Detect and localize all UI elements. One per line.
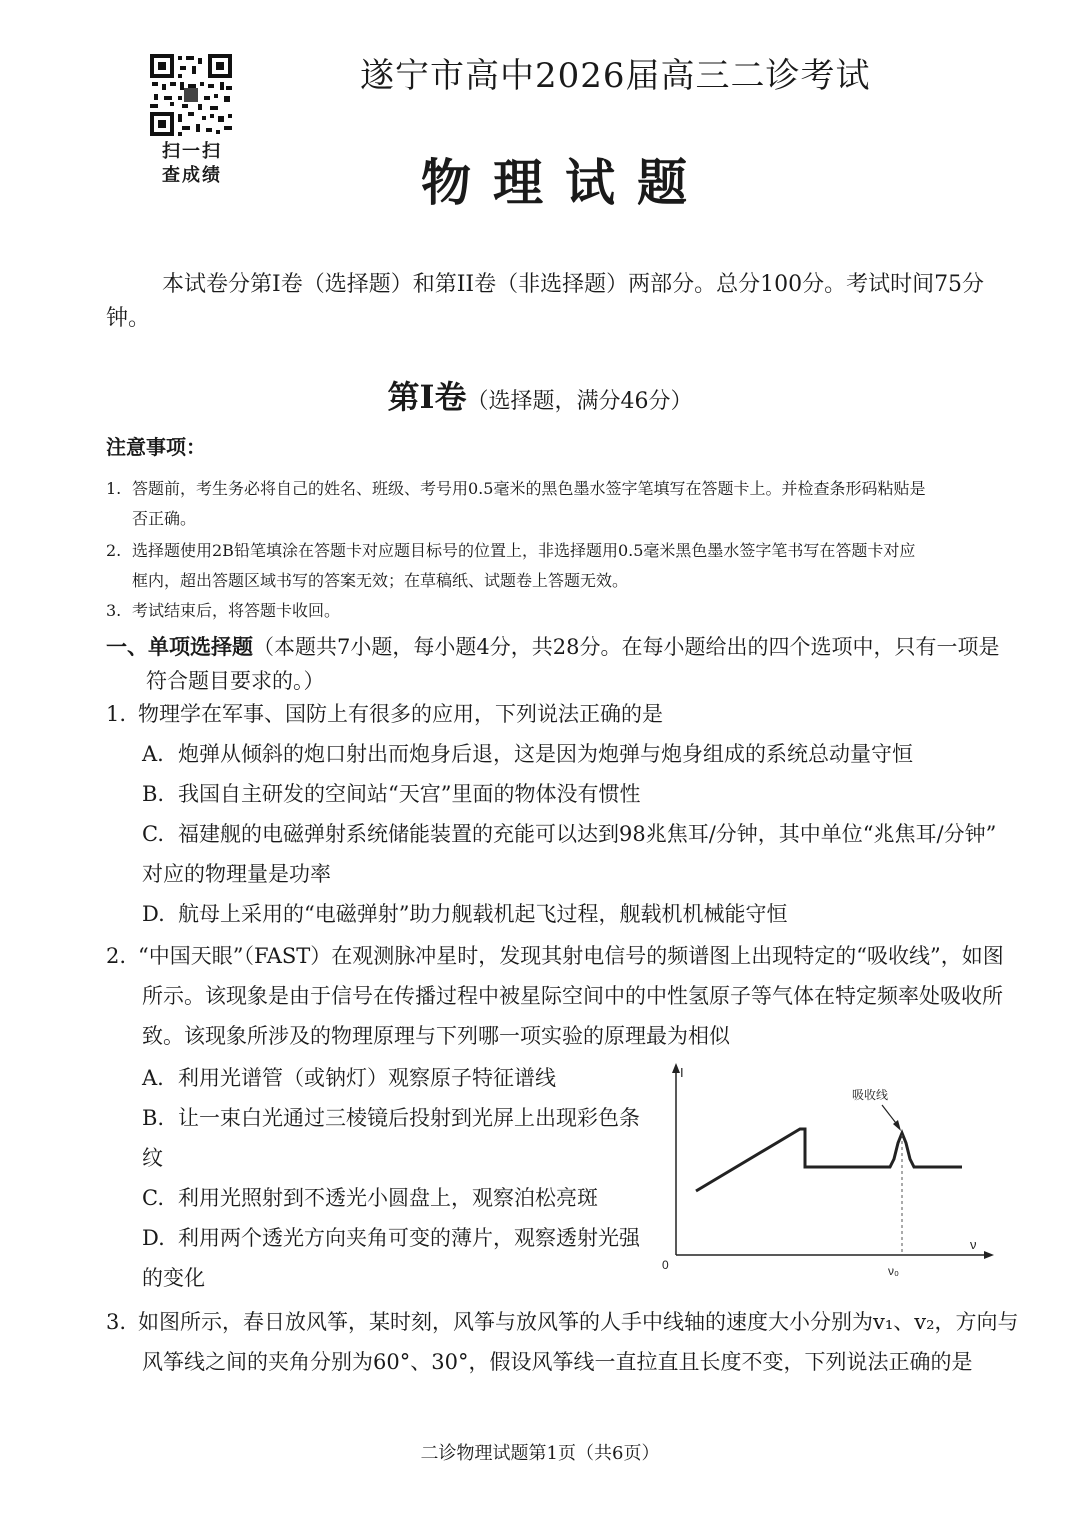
question-2-option-c[interactable] bbox=[142, 1178, 642, 1218]
origin-label: 0 bbox=[662, 1258, 669, 1272]
notice-item-2 bbox=[106, 536, 1026, 596]
intro-paragraph: 本试卷分第I卷（选择题）和第II卷（非选择题）两部分。总分100分。考试时间75分钟。 bbox=[106, 272, 985, 331]
question-text: 如图所示，春日放风筝，某时刻，风筝与放风筝的人手中线轴的速度大小分别为v₁、v₂，方向与 bbox=[138, 1310, 1019, 1334]
x-axis-arrow bbox=[984, 1251, 994, 1259]
notice-item-text: 选择题使用2B铅笔填涂在答题卡对应题目标号的位置上，非选择题用0.5毫米黑色墨水签字笔书写在答题卡对应 bbox=[132, 541, 916, 560]
option-label: D. bbox=[142, 902, 165, 926]
exam-title: 遂宁市高中2026届高三二诊考试 bbox=[360, 56, 871, 96]
notice-item-number: 1. bbox=[106, 479, 122, 498]
question-2-option-b[interactable] bbox=[142, 1098, 642, 1178]
section-description-continuation: 符合题目要求的。） bbox=[146, 669, 325, 693]
notice-item-number: 2. bbox=[106, 541, 122, 560]
y-axis-arrow bbox=[672, 1063, 680, 1073]
option-label: D. bbox=[142, 1226, 165, 1250]
option-text: 炮弹从倾斜的炮口射出而炮身后退，这是因为炮弹与炮身组成的系统总动量守恒 bbox=[178, 742, 913, 766]
option-continuation: 的变化 bbox=[142, 1266, 205, 1290]
question-number: 3. bbox=[106, 1310, 127, 1334]
question-1-option-d[interactable] bbox=[142, 894, 1022, 934]
question-1-option-b[interactable] bbox=[142, 774, 1022, 814]
option-label: B. bbox=[142, 782, 165, 806]
section-title: 一、单项选择题 bbox=[106, 634, 253, 659]
qr-caption-line-2: 查成绩 bbox=[162, 165, 222, 186]
question-number: 1. bbox=[106, 702, 127, 726]
notice-item-number: 3. bbox=[106, 601, 122, 620]
section-description: （本题共7小题，每小题4分，共28分。在每小题给出的四个选项中，只有一项是 bbox=[253, 635, 1000, 659]
question-1-stem bbox=[106, 694, 1026, 734]
y-axis-label: I bbox=[680, 1065, 684, 1080]
subject-title: 物理试题 bbox=[421, 153, 709, 212]
marker-label: ν₀ bbox=[888, 1264, 899, 1278]
option-label: A. bbox=[142, 742, 164, 766]
x-axis-label: ν bbox=[970, 1237, 977, 1252]
notice-item-1 bbox=[106, 474, 1026, 534]
question-text-continuation: 风筝线之间的夹角分别为60°、30°，假设风筝线一直拉直且长度不变，下列说法正确的是 bbox=[142, 1350, 973, 1374]
question-number: 2. bbox=[106, 944, 127, 968]
notice-title: 注意事项： bbox=[106, 435, 206, 459]
option-text: 让一束白光通过三棱镜后投射到光屏上出现彩色条 bbox=[178, 1106, 640, 1130]
option-text: 利用光照射到不透光小圆盘上，观察泊松亮斑 bbox=[178, 1186, 598, 1210]
question-1-option-a[interactable] bbox=[142, 734, 1022, 774]
page-footer: 二诊物理试题第1页（共6页） bbox=[420, 1443, 660, 1464]
absorption-annotation: 吸收线 bbox=[852, 1088, 889, 1102]
question-2-stem bbox=[106, 936, 1026, 1056]
option-text: 福建舰的电磁弹射系统储能装置的充能可以达到98兆焦耳/分钟，其中单位“兆焦耳/分钟” bbox=[178, 822, 997, 846]
qr-code[interactable] bbox=[148, 52, 234, 138]
option-label: C. bbox=[142, 1186, 164, 1210]
question-text-continuation: 致。该现象所涉及的物理原理与下列哪一项实验的原理最为相似 bbox=[142, 1024, 730, 1048]
question-3-stem bbox=[106, 1302, 1026, 1382]
option-text: 航母上采用的“电磁弹射”助力舰载机起飞过程，舰载机机械能守恒 bbox=[178, 902, 788, 926]
part-title: 第Ⅰ卷 bbox=[387, 378, 467, 416]
option-label: C. bbox=[142, 822, 164, 846]
notice-item-text: 答题前，考生务必将自己的姓名、班级、考号用0.5毫米的黑色墨水签字笔填写在答题卡上。并检查条形码粘贴是 bbox=[132, 479, 926, 498]
part-heading bbox=[0, 372, 1080, 418]
question-2-option-a[interactable] bbox=[142, 1058, 642, 1098]
option-continuation: 对应的物理量是功率 bbox=[142, 862, 331, 886]
question-1-option-c[interactable] bbox=[142, 814, 1022, 894]
question-text-continuation: 所示。该现象是由于信号在传播过程中被星际空间中的中性氢原子等气体在特定频率处吸收所 bbox=[142, 984, 1003, 1008]
option-text: 利用两个透光方向夹角可变的薄片，观察透射光强 bbox=[178, 1226, 640, 1250]
notice-item-text: 考试结束后，将答题卡收回。 bbox=[132, 601, 341, 620]
spectrum-curve bbox=[696, 1129, 962, 1191]
part-subtitle: （选择题，满分46分） bbox=[466, 389, 693, 414]
option-label: B. bbox=[142, 1106, 165, 1130]
notice-item-continuation: 否正确。 bbox=[132, 509, 197, 528]
notice-item-continuation: 框内，超出答题区域书写的答案无效；在草稿纸、试题卷上答题无效。 bbox=[132, 571, 629, 590]
option-label: A. bbox=[142, 1066, 164, 1090]
notice-item-3 bbox=[106, 596, 1026, 626]
option-continuation: 纹 bbox=[142, 1146, 163, 1170]
question-2-option-d[interactable] bbox=[142, 1218, 642, 1298]
option-text: 我国自主研发的空间站“天宫”里面的物体没有惯性 bbox=[178, 782, 641, 806]
spectrum-figure bbox=[650, 1055, 1000, 1285]
question-text: “中国天眼”（FAST）在观测脉冲星时，发现其射电信号的频谱图上出现特定的“吸收线”，如图 bbox=[138, 944, 1004, 968]
question-text: 物理学在军事、国防上有很多的应用，下列说法正确的是 bbox=[138, 702, 663, 726]
section-heading bbox=[106, 630, 1026, 698]
option-text: 利用光谱管（或钠灯）观察原子特征谱线 bbox=[178, 1066, 556, 1090]
qr-caption-line-1: 扫一扫 bbox=[162, 141, 222, 162]
